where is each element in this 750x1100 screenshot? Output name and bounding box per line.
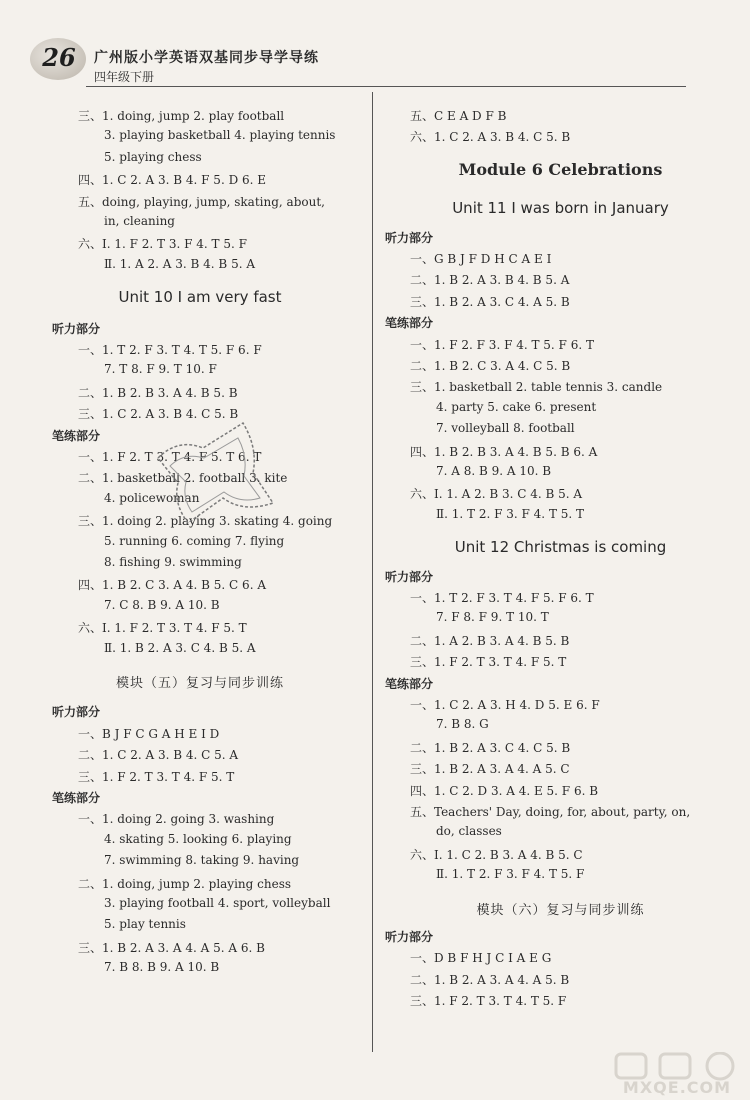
answer-line-right: 三、1. B 2. A 3. C 4. A 5. B [410, 294, 570, 309]
answer-line-right: 四、1. B 2. B 3. A 4. B 5. B 6. A [410, 444, 598, 459]
answer-line-left: 四、1. B 2. C 3. A 4. B 5. C 6. A [78, 578, 266, 593]
watermark [612, 1052, 742, 1096]
answer-line-right: 听力部分 [385, 569, 434, 584]
stamp-mark [148, 418, 278, 528]
answer-line-right: 二、1. B 2. C 3. A 4. C 5. B [410, 359, 571, 373]
answer-line-left: 四、1. C 2. A 3. B 4. F 5. D 6. E [78, 173, 267, 188]
answer-line-right: 7. A 8. B 9. A 10. B [436, 464, 552, 478]
answer-line-left: 3. playing football 4. sport, volleyball [104, 896, 331, 910]
answer-line-right: 二、1. B 2. A 3. C 4. C 5. B [410, 740, 571, 755]
answer-line-right: 模块（六）复习与同步训练 [476, 902, 645, 918]
answer-line-left: 一、1. T 2. F 3. T 4. T 5. F 6. F [78, 343, 262, 357]
answer-line-right: 六、1. C 2. A 3. B 4. C 5. B [410, 130, 571, 145]
answer-line-right: 四、1. C 2. D 3. A 4. E 5. F 6. B [410, 783, 599, 798]
answer-line-right: Module 6 Celebrations [458, 159, 663, 179]
answer-line-left: 听力部分 [52, 705, 101, 720]
answer-line-left: 笔练部分 [52, 791, 101, 805]
answer-line-left: 笔练部分 [52, 428, 101, 443]
answer-line-right: 六、Ⅰ. 1. C 2. B 3. A 4. B 5. C [410, 847, 583, 862]
answer-line-right: 三、1. B 2. A 3. A 4. A 5. C [410, 762, 570, 777]
answer-line-right: Ⅱ. 1. T 2. F 3. F 4. T 5. T [436, 506, 585, 521]
answer-line-left: 三、1. C 2. A 3. B 4. C 5. B [78, 407, 239, 422]
book-title: 广州版小学英语双基同步导学导练 [94, 50, 319, 66]
answer-line-right: 笔练部分 [385, 316, 434, 331]
answer-line-right: 二、1. B 2. A 3. A 4. A 5. B [410, 972, 570, 987]
answer-line-left: 二、1. doing, jump 2. playing chess [78, 876, 292, 891]
answer-line-right: 三、1. F 2. T 3. T 4. T 5. F [410, 994, 567, 1009]
answer-line-right: 五、Teachers' Day, doing, for, about, party, on, [410, 805, 691, 819]
answer-line-left: 5. playing chess [104, 149, 202, 164]
answer-line-left: 一、1. doing 2. going 3. washing [78, 812, 275, 827]
answer-line-right: 三、1. F 2. T 3. T 4. F 5. T [410, 655, 567, 670]
answer-line-right: 听力部分 [385, 230, 434, 245]
answer-line-right: do, classes [436, 824, 502, 839]
answer-line-left: 5. play tennis [104, 917, 186, 932]
answer-line-left: 7. T 8. F 9. T 10. F [104, 362, 217, 377]
answer-line-left: 六、Ⅰ. 1. F 2. T 3. F 4. T 5. F [78, 237, 247, 252]
answer-line-right: 一、G B J F D H C A E I [410, 252, 552, 266]
answer-line-left: 二、1. B 2. B 3. A 4. B 5. B [78, 385, 238, 400]
answer-line-right: 三、1. basketball 2. table tennis 3. candle [410, 380, 663, 395]
book-subtitle: 四年级下册 [94, 70, 155, 84]
answer-line-right: 7. volleyball 8. football [436, 421, 575, 436]
answer-line-left: 3. playing basketball 4. playing tennis [104, 128, 336, 143]
column-divider [372, 92, 373, 1052]
answer-line-left: in, cleaning [104, 214, 175, 228]
answer-line-right: 一、1. C 2. A 3. H 4. D 5. E 6. F [410, 698, 600, 712]
answer-line-left: 三、1. doing, jump 2. play football [78, 109, 285, 123]
answer-line-left: 三、1. B 2. A 3. A 4. A 5. A 6. B [78, 940, 265, 955]
answer-line-left: 7. B 8. B 9. A 10. B [104, 960, 220, 975]
answer-line-right: 一、1. T 2. F 3. T 4. F 5. F 6. T [410, 591, 594, 605]
answer-line-right: Unit 11 I was born in January [452, 199, 669, 218]
answer-line-left: Ⅱ. 1. B 2. A 3. C 4. B 5. A [104, 640, 256, 655]
answer-line-left: 二、1. C 2. A 3. B 4. C 5. A [78, 748, 239, 763]
answer-line-right: Unit 12 Christmas is coming [454, 538, 667, 557]
answer-line-right: 五、C E A D F B [410, 109, 507, 123]
answer-line-left: 4. skating 5. looking 6. playing [104, 831, 292, 846]
answer-line-left: 六、Ⅰ. 1. F 2. T 3. T 4. F 5. T [78, 621, 247, 636]
answer-line-left: 4. policewoman [104, 490, 200, 505]
answer-line-right: 笔练部分 [385, 676, 434, 691]
answer-line-left: 模块（五）复习与同步训练 [115, 676, 284, 691]
answer-line-right: 听力部分 [385, 930, 434, 944]
answer-line-right: 二、1. B 2. A 3. B 4. B 5. A [410, 273, 570, 288]
answer-line-left: 二、1. basketball 2. football 3. kite [78, 471, 288, 486]
answer-line-left: 7. swimming 8. taking 9. having [104, 853, 300, 868]
answer-line-left: 5. running 6. coming 7. flying [104, 533, 285, 548]
watermark-text: MXQE.COM [622, 1078, 732, 1097]
header-rule [86, 86, 686, 87]
answer-line-left: 8. fishing 9. swimming [104, 555, 242, 569]
answer-line-right: 六、Ⅰ. 1. A 2. B 3. C 4. B 5. A [410, 487, 583, 502]
page-header [0, 0, 750, 92]
answer-line-left: 一、1. F 2. T 3. T 4. F 5. T 6. T [78, 450, 262, 464]
answer-line-right: Ⅱ. 1. T 2. F 3. F 4. T 5. F [436, 867, 585, 882]
answer-line-left: 听力部分 [52, 321, 101, 336]
answer-line-left: Unit 10 I am very fast [118, 288, 282, 307]
answer-line-right: 二、1. A 2. B 3. A 4. B 5. B [410, 633, 570, 648]
answer-line-right: 一、1. F 2. F 3. F 4. T 5. F 6. T [410, 337, 594, 352]
answer-line-left: 7. C 8. B 9. A 10. B [104, 597, 220, 612]
answer-line-left: 三、1. doing 2. playing 3. skating 4. going [78, 514, 333, 529]
answer-line-left: 一、B J F C G A H E I D [78, 726, 220, 741]
answer-line-left: 五、doing, playing, jump, skating, about, [78, 194, 325, 209]
answer-line-right: 7. B 8. G [436, 717, 489, 732]
answer-line-left: Ⅱ. 1. A 2. A 3. B 4. B 5. A [104, 256, 255, 271]
answer-line-right: 7. F 8. F 9. T 10. T [436, 610, 549, 625]
answer-line-right: 4. party 5. cake 6. present [436, 399, 597, 414]
answer-line-right: 一、D B F H J C I A E G [410, 951, 552, 966]
page-number: 26 [42, 43, 76, 72]
answer-line-left: 三、1. F 2. T 3. T 4. F 5. T [78, 769, 235, 784]
